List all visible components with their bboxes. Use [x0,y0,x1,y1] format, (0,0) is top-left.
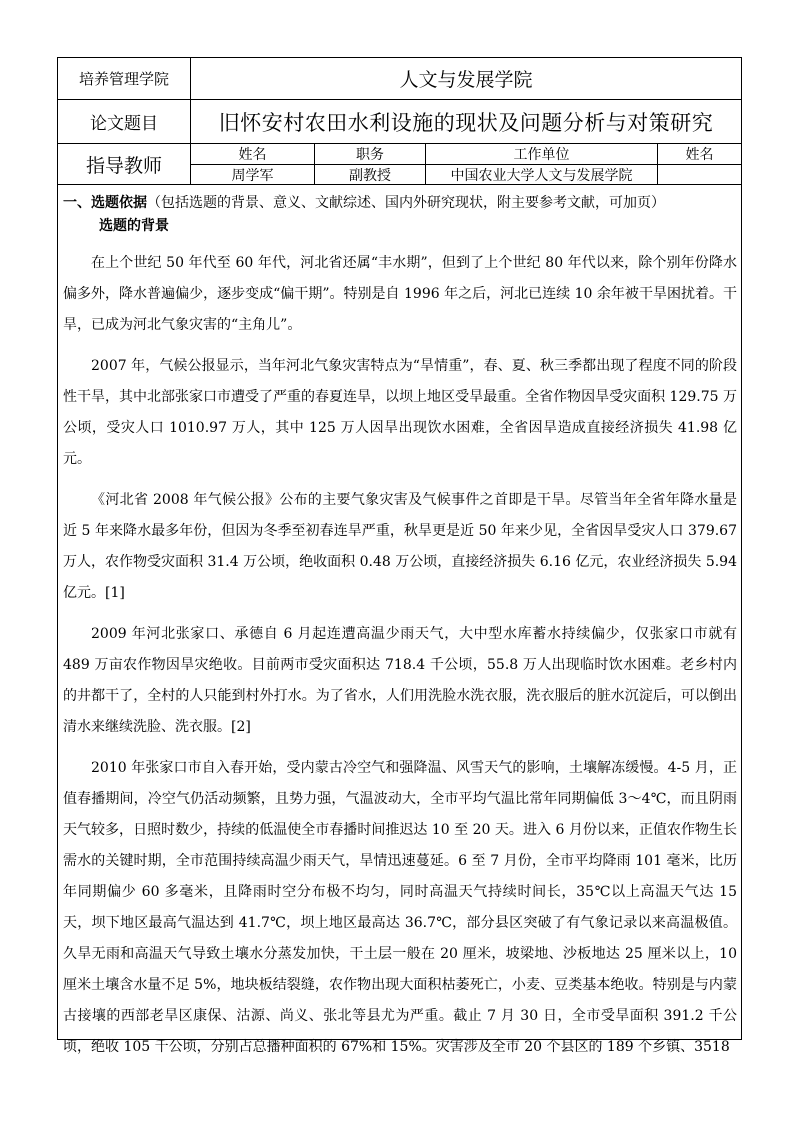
advisor-name-value: 周学军 [231,167,274,184]
thesis-label: 论文题目 [90,114,158,134]
paragraph-5: 2010 年张家口市自入春开始，受内蒙古冷空气和强降温、风雪天气的影响，土壤解冻缓慢。4-5 月，正值春播期间，冷空气仍活动频繁，且势力强，气温波动大，全市平均气温比常年同期偏低 3～4℃，而且阴雨天气较多，日照时数少，持续的低温使全市春播时间推迟达 10 至 20 天。进入 6 月份以来，正值农作物生长需水的关键时期，全市范围持续高温少雨天气，旱情迅速蔓延。6 至 7 月份，全市平均降雨 101 毫米，比历年同期偏少 60 多毫米，且降雨时空分布极不均匀，同时高温天气持续时间长，35℃以上高温天气达 15 天，坝下地区最高气温达到 41.7℃，坝上地区最高达 36.7℃，部分县区突破了有气象记录以来高温极值。久旱无雨和高温天气导致土壤水分蒸发加快，干土层一般在 20 厘米，坡梁地、沙板地达 25 厘米以上，10 厘米土壤含水量不足 5%，地块板结裂缝，农作物出现大面积枯萎死亡，小麦、豆类基本绝收。特别是与内蒙古接壤的西部老旱区康保、沽源、尚义、张北等县尤为严重。截止 7 月 30 日，全市受旱面积 391.2 千公顷，绝收 105 千公顷，分别占总播种面积的 67%和 15%。灾害涉及全市 20 个县区的 189 个乡镇、3518 [63,760,737,1055]
topic-basis-section [58,191,741,1055]
basis-heading [63,192,737,215]
advisor-col-title: 职务 [356,147,384,163]
advisor-label: 指导教师 [85,154,162,177]
advisor-col-name-2: 姓名 [685,147,714,163]
school-row [58,58,741,100]
school-label: 培养管理学院 [78,70,169,88]
paragraph-4: 2009 年河北张家口、承德自 6 月起连遭高温少雨天气，大中型水库蓄水持续偏少，仅张家口市就有 489 万亩农作物因旱灾绝收。目前两市受灾面积达 718.4 千公顷，55.8 万人出现临时饮水困难。老乡村内的井都干了，全村的人只能到村外打水。为了省水，人们用洗脸水洗衣服，洗衣服后的脏水沉淀后，可以倒出清水来继续洗脸、洗衣服。[2] [63,626,737,735]
paragraph-3: 《河北省 2008 年气候公报》公布的主要气象灾害及气候事件之首即是干旱。尽管当年全省年降水量是近 5 年来降水最多年份，但因为冬季至初春连旱严重，秋旱更是近 50 年来少见，全省因旱受灾人口 379.67 万人，农作物受灾面积 31.4 万公顷，绝收面积 0.48 万公顷，直接经济损失 6.16 亿元，农业经济损失 5.94 亿元。[1] [63,492,737,601]
basis-heading-note: （包括选题的背景、意义、文献综述、国内外研究现状，附主要参考文献，可加页） [147,195,665,211]
advisor-row [58,144,741,185]
advisor-col-unit: 工作单位 [513,147,570,163]
advisor-unit-value: 中国农业大学人文与发展学院 [450,167,633,184]
advisor-col-name: 姓名 [238,147,267,163]
advisor-title-value: 副教授 [349,167,391,184]
advisor-name-2-value [658,165,741,184]
basis-heading-title: 一、选题依据 [63,195,147,211]
school-value: 人文与发展学院 [399,69,533,91]
thesis-title: 旧怀安村农田水利设施的现状及问题分析与对策研究 [218,110,714,135]
background-subheading: 选题的背景 [99,218,169,234]
thesis-row [58,100,741,144]
proposal-form-table [57,57,742,1055]
paragraph-1: 在上个世纪 50 年代至 60 年代，河北省还属“丰水期”，但到了上个世纪 80 年代以来，除个别年份降水偏多外，降水普遍偏少，逐步变成“偏干期”。特别是自 1996 年之后，河北已连续 10 余年被干旱困扰着。干旱，已成为河北气象灾害的“主角儿”。 [63,255,737,333]
paragraph-2: 2007 年，气候公报显示，当年河北气象灾害特点为“旱情重”，春、夏、秋三季都出现了程度不同的阶段性干旱，其中北部张家口市遭受了严重的春夏连旱，以坝上地区受旱最重。全省作物因旱受灾面积 129.75 万公顷，受灾人口 1010.97 万人，其中 125 万人因旱出现饮水困难，全省因旱造成直接经济损失 41.98 亿元。 [63,358,737,467]
